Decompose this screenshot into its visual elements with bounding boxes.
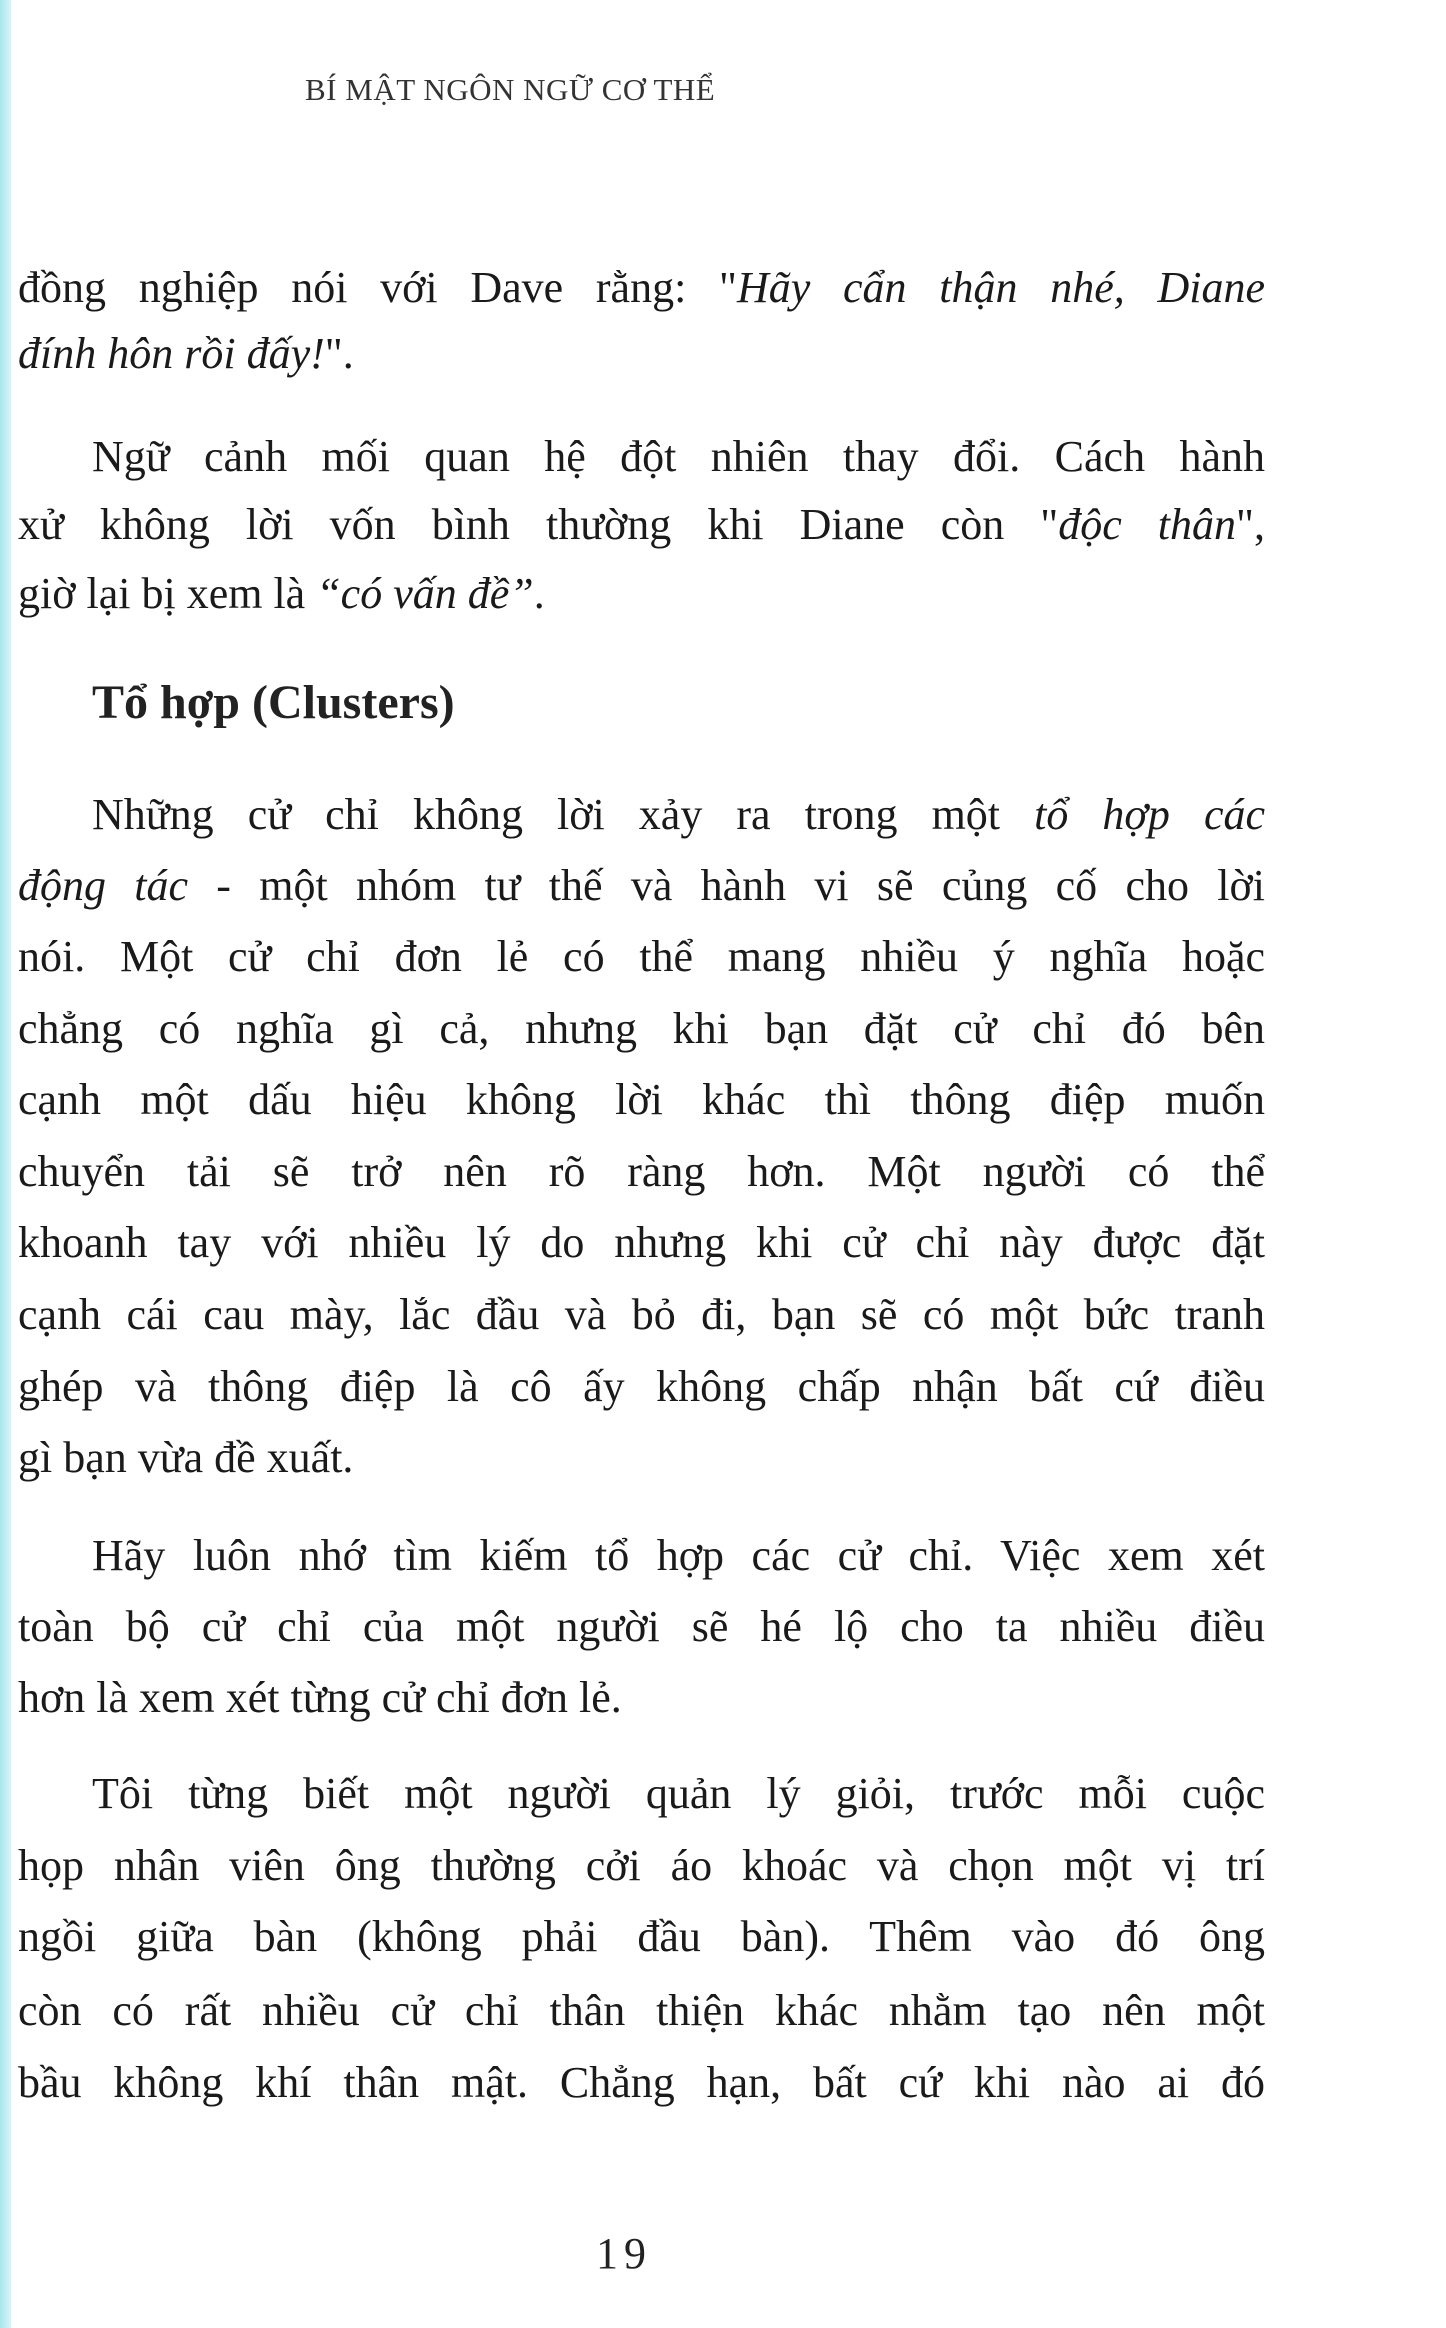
text-line xyxy=(18,1146,1265,1198)
italic-text: đính hôn rồi đấy! xyxy=(18,329,325,378)
text-segment: ". xyxy=(324,329,354,378)
text-line xyxy=(18,2057,1265,2109)
running-header: BÍ MẬT NGÔN NGỮ CƠ THỂ xyxy=(305,72,716,107)
text-line xyxy=(18,1003,1265,1055)
text-segment: chẳng có nghĩa gì cả, nhưng khi bạn đặt cử chỉ đó bên xyxy=(18,1004,1265,1053)
text-line xyxy=(18,1361,1265,1413)
italic-text: độc thân xyxy=(1058,500,1237,549)
text-line xyxy=(18,568,1265,620)
text-line xyxy=(18,1672,1265,1724)
text-segment: ngồi giữa bàn (không phải đầu bàn). Thêm vào đó ông xyxy=(18,1912,1265,1961)
text-segment: ", xyxy=(1236,500,1265,549)
text-line xyxy=(18,328,1265,380)
text-line xyxy=(18,1289,1265,1341)
text-line xyxy=(18,1985,1265,2037)
text-segment: ghép và thông điệp là cô ấy không chấp nhận bất cứ điều xyxy=(18,1362,1265,1411)
text-segment: cạnh cái cau mày, lắc đầu và bỏ đi, bạn sẽ có một bức tranh xyxy=(18,1290,1265,1339)
text-segment: bầu không khí thân mật. Chẳng hạn, bất cứ khi nào ai đó xyxy=(18,2058,1265,2107)
text-segment: . xyxy=(533,569,545,618)
text-line xyxy=(92,1530,1265,1582)
text-segment: chuyển tải sẽ trở nên rõ ràng hơn. Một người có thể xyxy=(18,1147,1265,1196)
text-segment: giờ lại bị xem là xyxy=(18,569,317,618)
text-segment: cạnh một dấu hiệu không lời khác thì thông điệp muốn xyxy=(18,1075,1265,1124)
text-segment: - một nhóm tư thế và hành vi sẽ củng cố cho lời xyxy=(188,861,1265,910)
italic-text: “có vấn đề” xyxy=(316,569,534,618)
text-segment: Ngữ cảnh mối quan hệ đột nhiên thay đổi. Cách hành xyxy=(92,432,1265,481)
text-segment: gì bạn vừa đề xuất. xyxy=(18,1433,354,1482)
text-segment: Những cử chỉ không lời xảy ra trong một xyxy=(92,790,1035,839)
text-line xyxy=(18,860,1265,912)
text-line xyxy=(18,262,1265,314)
text-segment: Tôi từng biết một người quản lý giỏi, trước mỗi cuộc xyxy=(92,1769,1265,1818)
text-line xyxy=(18,1217,1265,1269)
text-line xyxy=(18,1432,1265,1484)
text-line xyxy=(92,431,1265,483)
text-segment: còn có rất nhiều cử chỉ thân thiện khác nhằm tạo nên một xyxy=(18,1986,1265,2035)
text-segment: nói. Một cử chỉ đơn lẻ có thể mang nhiều ý nghĩa hoặc xyxy=(18,932,1265,981)
text-segment: hơn là xem xét từng cử chỉ đơn lẻ. xyxy=(18,1673,622,1722)
section-heading: Tổ hợp (Clusters) xyxy=(92,676,455,729)
text-line xyxy=(18,1911,1265,1963)
text-segment: đồng nghiệp nói với Dave rằng: " xyxy=(18,263,737,312)
text-line xyxy=(18,1074,1265,1126)
text-segment: xử không lời vốn bình thường khi Diane còn " xyxy=(18,500,1059,549)
text-line xyxy=(92,789,1265,841)
text-segment: toàn bộ cử chỉ của một người sẽ hé lộ cho ta nhiều điều xyxy=(18,1602,1265,1651)
text-line xyxy=(92,1768,1265,1820)
page-number: 19 xyxy=(596,2229,652,2278)
text-segment: khoanh tay với nhiều lý do nhưng khi cử chỉ này được đặt xyxy=(18,1218,1265,1267)
text-line xyxy=(18,1601,1265,1653)
scan-edge xyxy=(0,0,11,2328)
italic-text: Hãy cẩn thận nhé, Diane xyxy=(737,263,1265,312)
text-line xyxy=(18,931,1265,983)
text-segment: Hãy luôn nhớ tìm kiếm tổ hợp các cử chỉ. Việc xem xét xyxy=(92,1531,1265,1580)
italic-text: tổ hợp các xyxy=(1034,790,1266,839)
italic-text: động tác xyxy=(18,861,189,910)
text-line xyxy=(18,1840,1265,1892)
text-segment: họp nhân viên ông thường cởi áo khoác và chọn một vị trí xyxy=(18,1841,1265,1890)
text-line xyxy=(18,499,1265,551)
